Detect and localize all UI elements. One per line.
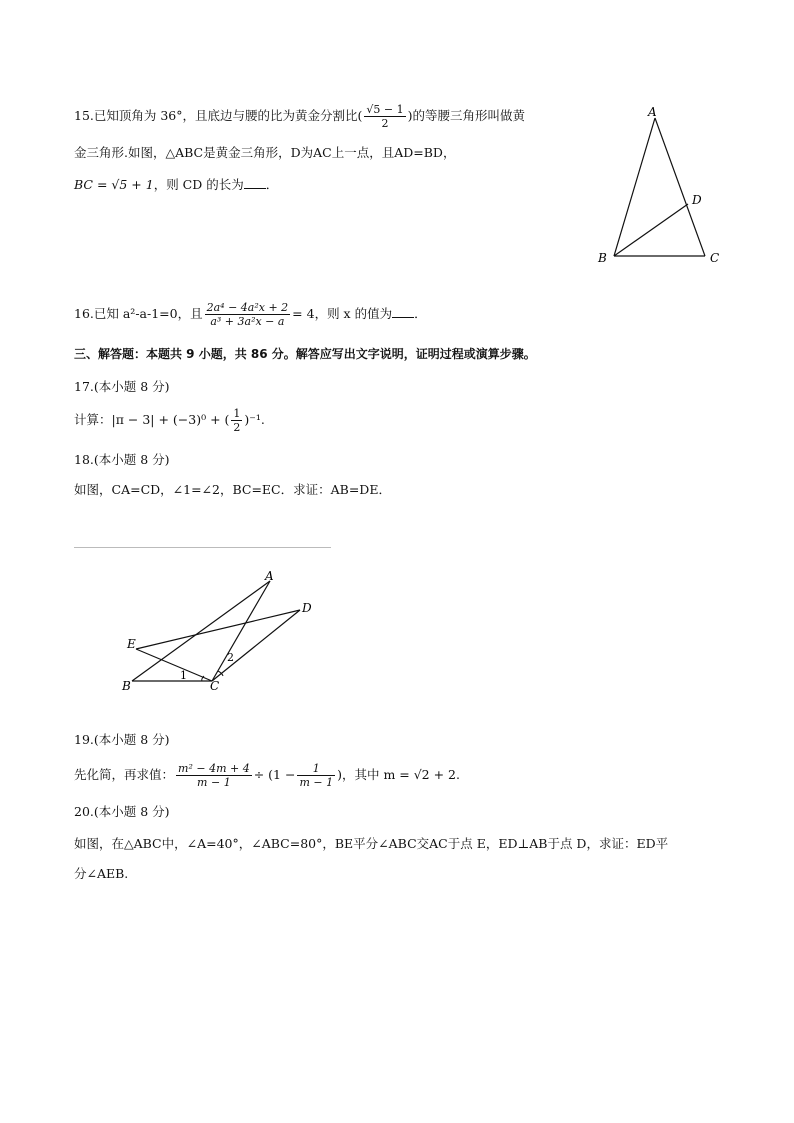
ratio-numerator: √5 − 1 [366,103,404,116]
q17-numerator: 1 [233,407,241,420]
q20-line1: 如图，在△ABC中，∠A=40°，∠ABC=80°，BE平分∠ABC交AC于点 E，ED⊥AB于点 D，求证：ED平 [74,836,669,851]
fig18-label-a: A [265,569,274,583]
bc-value: BC = √5 + 1 [74,177,154,192]
q18-statement: 如图，CA=CD，∠1=∠2，BC=EC．求证：AB=DE． [74,482,391,497]
q19-f1-numerator: m² − 4m + 4 [178,762,250,775]
fig18-angle-1: 1 [180,669,187,682]
ratio-denominator: 2 [364,116,405,129]
fig18-label-b: B [122,679,131,693]
q19-expression [74,763,460,788]
q15-line3-text: ，则 CD 的长为 [153,177,244,192]
golden-ratio-fraction [364,104,405,129]
q18-header: 18.(本小题 8 分) [74,452,170,467]
q16-denominator: a³ + 3a²x − a [205,314,291,327]
q16-line [74,302,427,327]
q15-line3-end: ． [265,177,279,192]
q18-figure [110,565,340,700]
q20-header: 20.(本小题 8 分) [74,804,170,819]
q17-text: 计算：|π − 3| + (−3)⁰ + ( [74,412,230,427]
q17-denominator: 2 [233,421,241,434]
q19-f2-numerator: 1 [312,762,320,775]
fig18-angle-2: 2 [227,651,234,664]
q19-text-b: ÷ (1 − [253,767,296,782]
q16-text: 16.已知 a²-a-1=0，且 [74,306,203,321]
q16-fraction [205,302,291,327]
section-3-heading: 三、解答题：本题共 9 小题，共 86 分。解答应写出文字说明，证明过程或演算步骤。 [74,347,536,361]
divider-line [74,547,331,548]
fig18-label-e: E [127,637,136,651]
fig15-label-d: D [692,193,702,207]
q16-text-b: = 4，则 x 的值为 [292,306,393,321]
fig18-label-c: C [210,679,220,693]
q19-f2-denominator: m − 1 [299,776,334,789]
paren-open: ( [357,108,363,123]
q15-line3 [74,178,278,192]
fig18-label-d: D [302,601,312,615]
q15-triangle-figure [590,100,730,270]
q15-line1 [74,104,525,129]
answer-blank[interactable] [244,178,266,189]
answer-blank[interactable] [392,307,414,318]
q16-end: ． [414,306,427,321]
q19-f1-denominator: m − 1 [176,775,252,788]
q19-fraction-2 [297,763,335,788]
paren-close: ) [407,108,413,123]
q20-line2: 分∠AEB. [74,866,129,881]
q19-fraction-1 [176,763,252,788]
q15-line2: 金三角形.如图，△ABC是黄金三角形，D为AC上一点，且AD=BD， [74,145,456,160]
q17-expression [74,408,265,433]
q17-text-b: )⁻¹. [244,412,265,427]
fig15-label-c: C [710,251,720,265]
q15-line1-tail: 的等腰三角形叫做黄 [412,108,526,123]
q19-text-c: )，其中 m = √2 + 2. [337,767,460,782]
q16-numerator: 2a⁴ − 4a²x + 2 [206,301,289,314]
q17-fraction [231,408,242,433]
fig15-label-b: B [598,251,607,265]
q17-header: 17.(本小题 8 分) [74,379,170,394]
q15-line1-text: 15.已知顶角为 36°，且底边与腰的比为黄金分割比 [74,108,358,123]
q19-text: 先化简，再求值： [74,767,175,782]
q19-header: 19.(本小题 8 分) [74,732,170,747]
fig15-label-a: A [648,105,657,119]
